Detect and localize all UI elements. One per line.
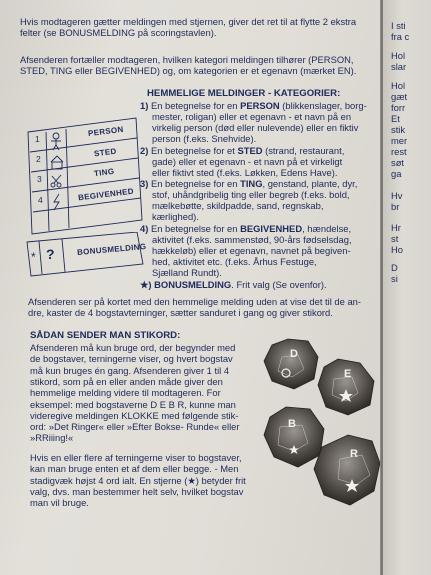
send-line: videregive meldingen KLOKKE med følgende stik- <box>30 409 239 421</box>
category-text: gade) eller et egenavn - et navn på et virkeligt <box>152 156 343 167</box>
category-text: aktivitet (f.eks. sammenstød, 90-års fødselsdag, <box>152 234 352 245</box>
category-number: 2) <box>140 145 149 156</box>
category-line <box>152 111 351 122</box>
next-page-fragment: fra c <box>391 31 410 42</box>
category-text: mester, roligan) eller et egenavn - et navn på en <box>152 111 352 122</box>
category-line <box>152 256 317 267</box>
category-line <box>152 122 358 133</box>
category-line <box>140 100 367 111</box>
die-b <box>264 407 324 467</box>
category-line <box>152 167 338 178</box>
category-text: En betegnelse for en <box>150 223 241 234</box>
die-letter-e: E <box>344 368 352 380</box>
label-bonus: BONUSMELDING <box>76 241 147 258</box>
category-keyword: PERSON <box>240 100 280 111</box>
label-person: PERSON <box>87 124 125 139</box>
die-letter-b: B <box>288 418 296 430</box>
next-page-fragment: Hol <box>391 50 406 61</box>
row-num-1: 1 <box>35 134 40 144</box>
category-line <box>152 245 351 256</box>
category-text: virkelig person (død eller nulevende) eller en fiktiv <box>152 122 359 133</box>
bonus-card <box>25 232 145 278</box>
intro-line-1: Hvis modtageren gætter meldingen med stjernen, giver det ret til at flytte 2 ekstra <box>20 16 357 27</box>
category-line <box>152 189 350 200</box>
row-num-4: 4 <box>38 195 43 205</box>
category-line <box>152 267 222 278</box>
send-line: »RRiiing!« <box>30 432 74 444</box>
die-letter-r: R <box>350 448 358 460</box>
next-page-fragment: forr <box>391 102 406 113</box>
category-keyword: TING <box>240 178 263 189</box>
category-line <box>140 145 344 156</box>
die-letter-d: D <box>290 348 298 360</box>
next-page-fragment: slar <box>391 61 407 72</box>
die-r <box>314 435 380 505</box>
person-icon <box>51 133 61 150</box>
label-sted: STED <box>93 146 118 159</box>
category-line <box>152 156 342 167</box>
next-page-fragment: Ho <box>391 244 403 255</box>
category-rest: , hændelse, <box>302 223 352 234</box>
category-line <box>140 223 351 234</box>
label-ting: TING <box>93 166 115 179</box>
next-page-fragment: br <box>391 201 400 212</box>
question-icon: ? <box>46 246 55 262</box>
category-keyword: BONUSMELDING <box>154 279 232 290</box>
send-line: de bogstaver, terningerne viser, og hvert bogstav <box>30 353 233 365</box>
dice-illustration <box>262 335 380 555</box>
next-page-fragment: mer <box>391 135 408 146</box>
category-text: En betegnelse for en <box>150 178 241 189</box>
next-page-fragment: I sti <box>391 20 406 31</box>
send-line: ord: »Det Ringer« eller »Efter Bokse- Runde« eller <box>30 421 240 433</box>
send-line: må kun bruges én gang. Afsenderen giver 1 til 4 <box>30 364 230 376</box>
send-line: valg, dvs. man bestemmer helt selv, hvilket bogstav <box>30 485 244 497</box>
send-line: man vil bruge. <box>30 497 89 509</box>
category-line <box>152 200 323 211</box>
send-line: stadigvæk højst 4 ord ialt. En stjerne (★) betyder frit <box>30 474 246 486</box>
send-line: stikord, som på en eller anden måde giver den <box>30 375 223 387</box>
category-text: person (f.eks. Snehvide). <box>152 133 257 144</box>
category-text: En betegnelse for en <box>150 100 241 111</box>
category-rest: (strand, restaurant, <box>262 145 345 156</box>
intro2-line-2: STED, TING eller BEGIVENHED) og, om kategorien er et egenavn (mærket EN). <box>20 65 357 76</box>
next-page-fragment: stik <box>391 124 406 135</box>
categories-heading: HEMMELIGE MELDINGER - KATEGORIER: <box>147 88 341 99</box>
next-page-fragment: søt <box>391 157 405 168</box>
next-page-fragment: ga <box>391 168 402 179</box>
card-para-line-2: dre, kaster de 4 bogstavterninger, sætter sanduret i gang og giver stikord. <box>28 307 333 318</box>
die-d <box>264 339 318 389</box>
intro-line-2: felter (se BONUSMELDING på scoringstavlen). <box>20 27 217 38</box>
dice-drawing <box>262 335 380 555</box>
category-rest: . Frit valg (Se ovenfor). <box>231 279 327 290</box>
category-text: mælkebøtte, skildpadde, sand, regnskab, <box>152 200 324 211</box>
category-rest: (blikkenslager, borg- <box>279 100 367 111</box>
next-page-edge <box>383 0 431 575</box>
lightning-icon <box>54 194 59 210</box>
next-page-fragment: Hv <box>391 190 403 201</box>
category-number: 3) <box>140 178 149 189</box>
scissors-icon <box>51 175 61 187</box>
category-text: hed, aktivitet etc. (f.eks. Århus Festuge, <box>152 256 317 267</box>
send-line: hemmelige melding videre til modtageren. For <box>30 387 221 399</box>
category-text: Sjælland Rundt). <box>152 267 222 278</box>
send-line: eksempel: med bogstaverne D E B R, kunne man <box>30 398 236 410</box>
next-page-fragment: si <box>391 273 398 284</box>
house-icon <box>51 156 63 169</box>
label-begivenhed: BEGIVENHED <box>77 186 135 203</box>
send-line: Afsenderen må kun bruge ord, der begynder med <box>30 342 236 353</box>
category-rest: , genstand, plante, dyr, <box>262 178 358 189</box>
next-page-fragment: gæt <box>391 91 408 102</box>
category-text: eller fiktivt sted (f.eks. Løkken, Edens Have). <box>152 167 338 178</box>
card-para-line-1: Afsenderen ser på kortet med den hemmelige melding uden at vise det til de an- <box>28 296 362 307</box>
send-heading: SÅDAN SENDER MAN STIKORD: <box>30 330 181 341</box>
next-page-fragment: rest <box>391 146 407 157</box>
intro2-line-1: Afsenderen fortæller modtageren, hvilken kategori meldingen tilhører (PERSON, <box>20 54 354 65</box>
next-page-fragment: D <box>391 262 398 273</box>
category-line <box>152 133 256 144</box>
category-keyword: STED <box>237 145 263 156</box>
category-line <box>152 211 199 222</box>
category-line <box>140 178 357 189</box>
row-num-3: 3 <box>37 174 42 184</box>
category-line <box>152 234 352 245</box>
send-line: Hvis en eller flere af terningerne viser to bogstaver, <box>30 452 242 463</box>
next-page-fragment: Hr <box>391 222 401 233</box>
category-line <box>140 279 327 290</box>
send-line: kan man bruge enten et af dem eller begge. - Men <box>30 463 239 475</box>
category-text: stof, uhåndgribelig ting eller begreb (f.eks. bold, <box>152 189 350 200</box>
next-page-fragment: Et <box>391 113 400 124</box>
category-keyword: BEGIVENHED <box>240 223 303 234</box>
row-num-2: 2 <box>36 154 41 164</box>
category-number: 1) <box>140 100 149 111</box>
bonus-star: * <box>31 250 36 264</box>
next-page-fragment: Hol <box>391 80 406 91</box>
category-text: hækkeløb) eller et egenavn, navnet på begiven- <box>152 245 351 256</box>
category-text: En betegnelse for et <box>150 145 238 156</box>
category-card <box>18 110 144 238</box>
next-page-fragment: st <box>391 233 399 244</box>
category-number: ★) <box>140 279 152 290</box>
category-number: 4) <box>140 223 149 234</box>
category-text: kærlighed). <box>152 211 199 222</box>
